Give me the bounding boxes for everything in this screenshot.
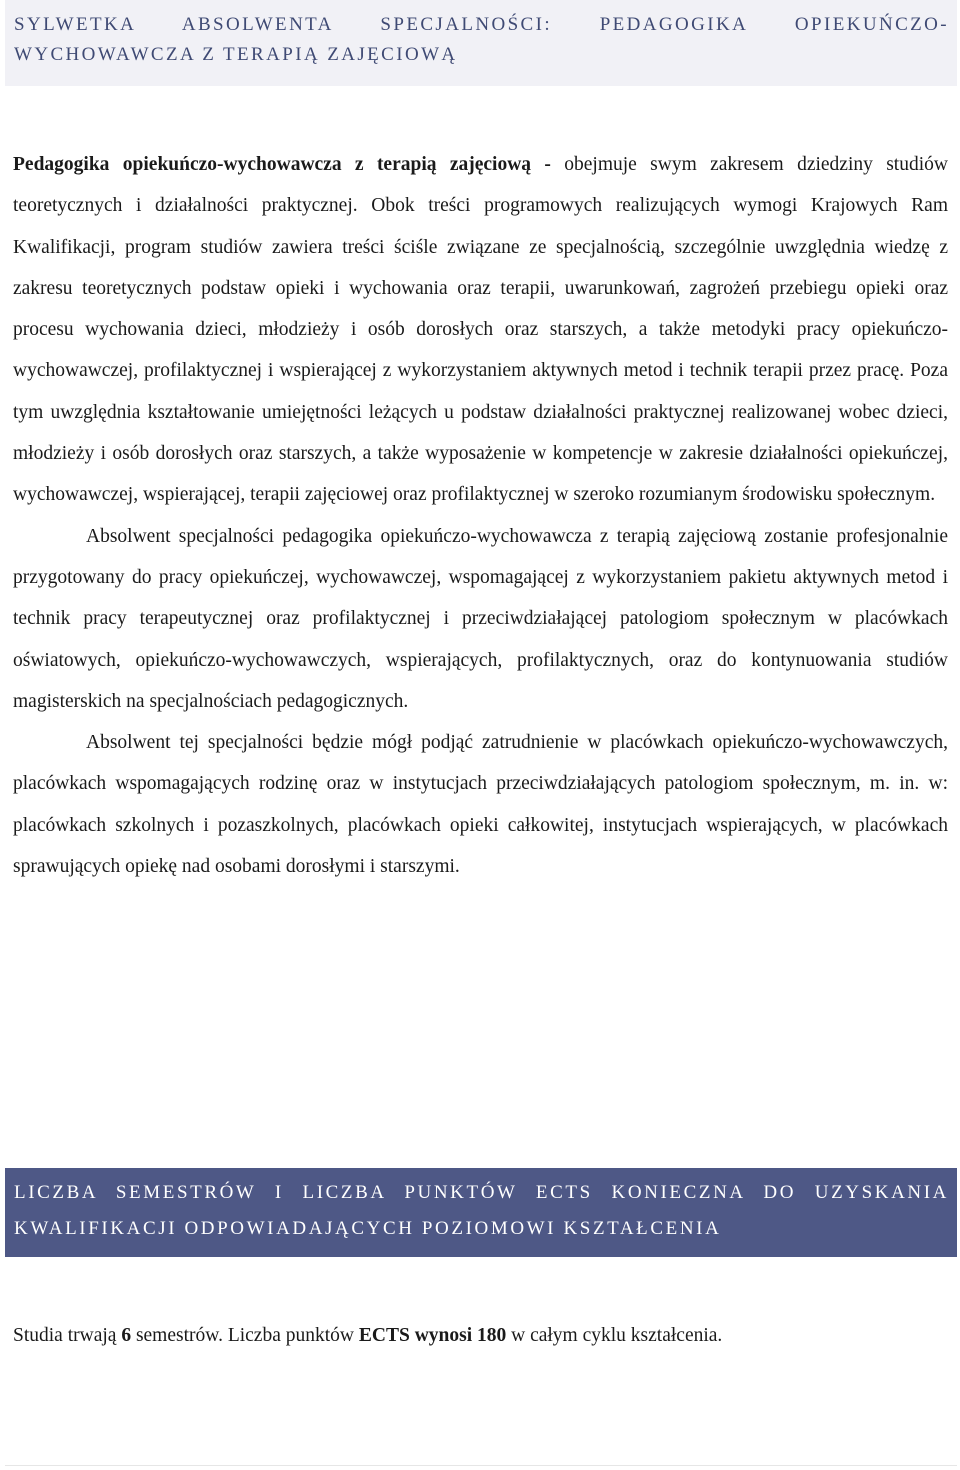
paragraph-specialty-description [13,144,948,516]
semester-count: 6 [121,1325,132,1346]
summary-text-3: w całym cyklu kształcenia. [506,1325,723,1346]
study-summary [13,1318,948,1354]
section-title: LICZBA SEMESTRÓW I LICZBA PUNKTÓW ECTS KONIECZNA DO UZYSKANIA KWALIFIKACJI ODPOWIADAJĄCYCH POZIOMOWI KSZTAŁCENIA [14,1182,949,1239]
paragraph-text: obejmuje swym zakresem dziedziny studiów teoretycznych i działalności praktycznej. Obok treści programowych realizujących wymogi Krajowych Ram Kwalifikacji, program studiów zawiera treści ściśle związane ze specjalnością, szczególnie uwzględnia wiedzę z zakresu teoretycznych podstaw opieki i wychowania oraz terapii, uwarunkowań, zagrożeń przebiegu opieki oraz procesu wychowania dzieci, młodzieży i osób dorosłych oraz starszych, a także metodyki pracy opiekuńczo-wychowawczej, profilaktycznej i wspierającej z wykorzystaniem aktywnych metod i technik terapii przez pracę. Poza tym uwzględnia kształtowanie umiejętności leżących u podstaw działalności praktycznej realizowanej wobec dzieci, młodzieży i osób dorosłych oraz starszych, a także wyposażenie w kompetencje w zakresie działalności opiekuńczej, wychowawczej, wspierającej, terapii zajęciowej oraz profilaktycznej w szeroko rozumianym środowisku społecznym. [13,154,948,506]
summary-text-1: Studia trwają [13,1325,122,1346]
document-title: SYLWETKA ABSOLWENTA SPECJALNOŚCI: PEDAGOGIKA OPIEKUŃCZO-WYCHOWAWCZA Z TERAPIĄ ZAJĘCIOWĄ [14,14,949,65]
section-header [5,1168,957,1257]
bottom-divider [5,1465,957,1466]
paragraph-graduate-employment: Absolwent tej specjalności będzie mógł podjąć zatrudnienie w placówkach opiekuńczo-wychowawczych, placówkach wspomagających rodzinę oraz w instytucjach przeciwdziałających patologiom społecznym, m. in. w: placówkach szkolnych i pozaszkolnych, placówkach opieki całkowitej, instytucjach wspierających, w placówkach sprawujących opiekę nad osobami dorosłymi i starszymi. [13,732,948,878]
summary-text-2: semestrów. Liczba punktów [131,1325,359,1346]
ects-points: ECTS wynosi 180 [358,1325,507,1346]
document-header [5,0,957,86]
paragraph-lead: Pedagogika opiekuńczo-wychowawcza z terapią zajęciową - [13,154,551,175]
paragraph-graduate-preparation: Absolwent specjalności pedagogika opiekuńczo-wychowawcza z terapią zajęciową zostanie profesjonalnie przygotowany do pracy opiekuńczej, wychowawczej, wspomagającej z wykorzystaniem pakietu aktywnych metod i technik pracy terapeutycznej oraz profilaktycznej i przeciwdziałającej patologiom społecznym w placówkach oświatowych, opiekuńczo-wychowawczych, wspierających, profilaktycznych, oraz do kontynuowania studiów magisterskich na specjalnościach pedagogicznych. [13,525,948,712]
document-body [13,144,948,887]
